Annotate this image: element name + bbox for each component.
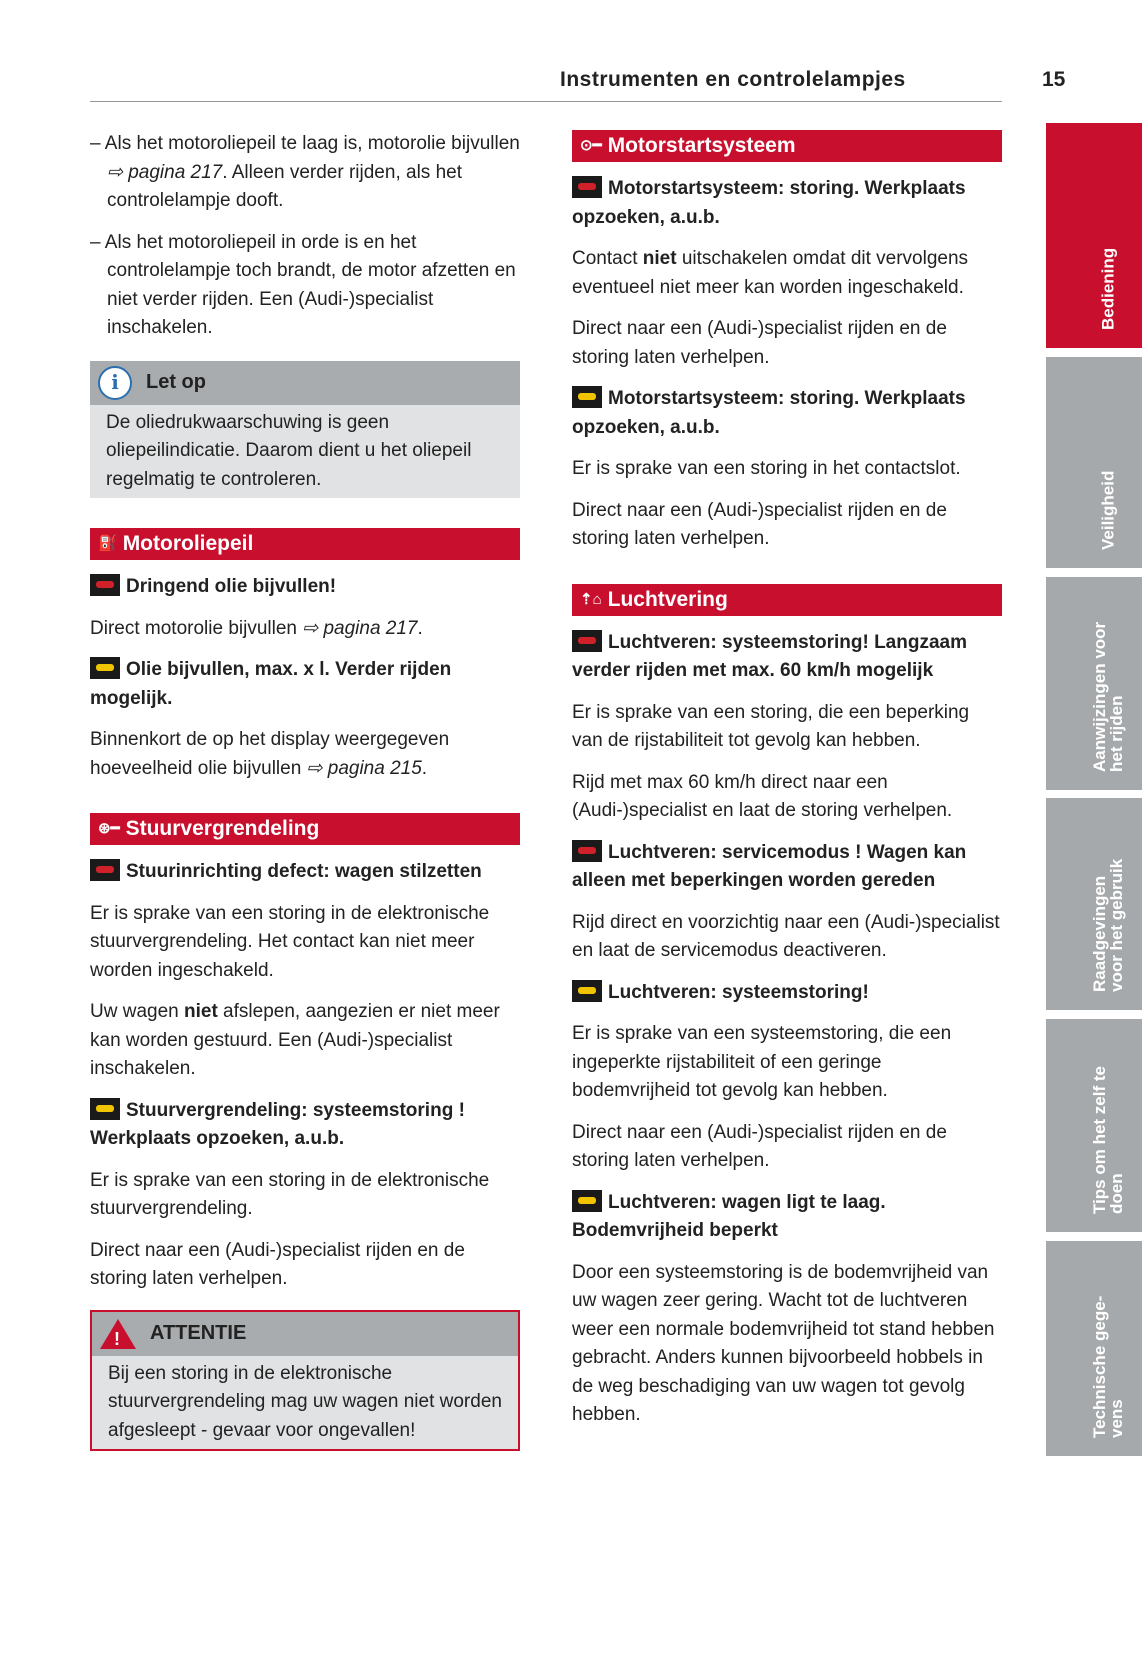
section-header xyxy=(572,584,1002,616)
text: – Als het motoroliepeil te laag is, motorolie bijvullen xyxy=(90,133,520,154)
header-divider xyxy=(90,101,1002,102)
warning-heading xyxy=(90,858,520,887)
section-title: Motoroliepeil xyxy=(122,532,254,555)
paragraph xyxy=(90,615,520,644)
box-body xyxy=(90,405,520,499)
text: Bij een storing in de elektronische stuurvergrendeling mag uw wagen niet worden afgesleept - gevaar voor ongevallen! xyxy=(108,1362,502,1441)
air-suspension-yellow-icon xyxy=(572,980,602,1002)
text: Er is sprake van een storing in de elektronische stuurvergrendeling. Het contact kan niet meer worden ingeschakeld. xyxy=(90,902,490,981)
section-title: Luchtvering xyxy=(607,587,728,611)
air-suspension-icon: ⇡⌂ xyxy=(580,590,602,608)
page-link[interactable]: ⇨ pagina 215 xyxy=(306,757,422,779)
text: Luchtveren: servicemodus ! Wagen kan alleen met beperkingen worden gereden xyxy=(572,841,967,891)
tab-veiligheid[interactable] xyxy=(1046,357,1142,568)
page-number: 15 xyxy=(1042,68,1066,91)
paragraph xyxy=(572,699,1002,756)
warning-heading xyxy=(572,979,1002,1008)
box-header xyxy=(90,361,520,405)
paragraph xyxy=(90,726,520,783)
box-header xyxy=(92,1312,518,1356)
box-title: Let op xyxy=(146,371,206,394)
text: Rijd direct en voorzichtig naar een (Audi-)specialist en laat de servicemodus deactiveren. xyxy=(572,911,1000,961)
text: Luchtveren: wagen ligt te laag. Bodemvrijheid beperkt xyxy=(572,1191,886,1241)
engine-start-red-icon xyxy=(572,176,602,198)
warning-heading xyxy=(572,175,1002,232)
text: Er is sprake van een systeemstoring, die een ingeperkte rijstabiliteit of een geringe bodemvrijheid tot gevolg kan hebben. xyxy=(572,1023,952,1101)
paragraph xyxy=(572,769,1002,826)
tab-label: Technische gege- vens xyxy=(1090,1295,1126,1438)
text: afslepen, aangezien er niet meer kan worden gestuurd. Een (Audi-)specialist inschakelen. xyxy=(90,1001,500,1079)
section-header xyxy=(90,528,520,560)
text: Door een systeemstoring is de bodemvrijheid van uw wagen zeer gering. Wacht tot de luchtveren weer een normale bodemvrijheid tot stand hebben gebracht. Anders kunnen bijvoorbeeld hobbels in de weg beschadiging van uw wagen tot gevolg hebben. xyxy=(572,1261,995,1425)
paragraph xyxy=(572,909,1002,966)
warning-triangle-icon: ! xyxy=(100,1319,136,1349)
text: Rijd met max 60 km/h direct naar een (Audi-)specialist en laat de storing verhelpen. xyxy=(572,771,953,821)
text: Stuurvergrendeling: systeemstoring ! Werkplaats opzoeken, a.u.b. xyxy=(90,1099,465,1149)
text: Motorstartsysteem: storing. Werkplaats opzoeken, a.u.b. xyxy=(572,388,966,438)
warning-heading xyxy=(572,1189,1002,1246)
tab-bediening[interactable] xyxy=(1046,123,1142,348)
warning-heading xyxy=(90,573,520,602)
list-item xyxy=(90,130,520,216)
paragraph xyxy=(572,1119,1002,1176)
left-column xyxy=(90,130,520,1451)
oil-warning-red-icon xyxy=(90,574,120,596)
air-suspension-red-icon xyxy=(572,840,602,862)
text: uitschakelen omdat dit vervolgens eventueel niet meer kan worden ingeschakeld. xyxy=(572,248,969,298)
warning-heading xyxy=(572,839,1002,896)
tab-aanwijzingen[interactable] xyxy=(1046,577,1142,790)
info-icon: i xyxy=(98,366,132,400)
text: . xyxy=(421,757,428,779)
tab-technische[interactable] xyxy=(1046,1241,1142,1456)
paragraph xyxy=(90,1237,520,1294)
box-body xyxy=(92,1356,518,1450)
text: Er is sprake van een storing in het contactslot. xyxy=(572,458,961,479)
text: Uw wagen xyxy=(90,1001,184,1022)
paragraph xyxy=(572,315,1002,372)
note-box xyxy=(90,361,520,499)
text: Direct naar een (Audi-)specialist rijden en de storing laten verhelpen. xyxy=(572,1121,947,1171)
page-link[interactable]: ⇨ pagina 217 xyxy=(302,617,418,639)
box-title: ATTENTIE xyxy=(150,1322,247,1345)
section-title: Stuurvergrendeling xyxy=(125,817,320,840)
text: Motorstartsysteem: storing. Werkplaats opzoeken, a.u.b. xyxy=(572,178,966,228)
text: Stuurinrichting defect: wagen stilzetten xyxy=(126,861,482,882)
text: Er is sprake van een storing, die een beperking van de rijstabiliteit tot gevolg kan hebben. xyxy=(572,701,970,751)
warning-heading xyxy=(90,656,520,713)
air-suspension-red-icon xyxy=(572,630,602,652)
text: Luchtveren: systeemstoring! Langzaam verder rijden met max. 60 km/h mogelijk xyxy=(572,631,967,681)
steering-lock-icon: ⊛━ xyxy=(98,820,120,837)
paragraph xyxy=(90,900,520,986)
emphasis: niet xyxy=(184,1001,218,1022)
engine-start-yellow-icon xyxy=(572,386,602,408)
oil-warning-yellow-icon xyxy=(90,657,120,679)
warning-heading xyxy=(90,1097,520,1154)
paragraph xyxy=(572,455,1002,484)
section-header xyxy=(572,130,1002,162)
oil-can-icon: ⛽ xyxy=(98,535,117,552)
tab-label: Aanwijzingen voor het rijden xyxy=(1090,621,1126,772)
paragraph xyxy=(90,998,520,1084)
paragraph xyxy=(572,497,1002,554)
right-column xyxy=(572,130,1002,1443)
emphasis: niet xyxy=(642,248,677,269)
paragraph xyxy=(572,245,1002,302)
steering-lock-yellow-icon xyxy=(90,1098,120,1120)
engine-start-icon: ⊙━ xyxy=(580,137,602,154)
tab-tips[interactable] xyxy=(1046,1019,1142,1232)
paragraph xyxy=(90,1167,520,1224)
warning-box xyxy=(90,1310,520,1452)
text: Direct naar een (Audi-)specialist rijden en de storing laten verhelpen. xyxy=(572,318,947,368)
paragraph xyxy=(572,1020,1002,1106)
list-item xyxy=(90,229,520,343)
air-suspension-yellow-icon xyxy=(572,1190,602,1212)
paragraph xyxy=(572,1259,1002,1430)
text: Luchtveren: systeemstoring! xyxy=(608,981,869,1003)
tab-label: Bediening xyxy=(1098,247,1118,330)
tab-raadgevingen[interactable] xyxy=(1046,798,1142,1010)
tab-label: Veiligheid xyxy=(1098,470,1118,550)
tab-label: Raadgevingen voor het gebruik xyxy=(1090,858,1126,992)
text: – Als het motoroliepeil in orde is en het controlelampje toch brandt, de motor afzetten en niet verder rijden. Een (Audi-)specialist inschakelen. xyxy=(90,231,516,338)
text: Er is sprake van een storing in de elektronische stuurvergrendeling. xyxy=(90,1169,490,1219)
steering-lock-red-icon xyxy=(90,859,120,881)
text: Olie bijvullen, max. x l. Verder rijden mogelijk. xyxy=(90,659,452,709)
text: Contact xyxy=(572,248,643,269)
text: De oliedrukwaarschuwing is geen oliepeilindicatie. Daarom dient u het oliepeil regelmatig te controleren. xyxy=(106,411,472,490)
page-link[interactable]: ⇨ pagina 217 xyxy=(107,161,223,183)
chapter-title: Instrumenten en controlelampjes xyxy=(560,68,906,91)
section-header xyxy=(90,813,520,845)
section-title: Motorstartsysteem xyxy=(607,134,796,157)
text: Dringend olie bijvullen! xyxy=(126,576,337,597)
warning-heading xyxy=(572,385,1002,442)
warning-heading xyxy=(572,629,1002,686)
tab-label: Tips om het zelf te doen xyxy=(1090,1066,1126,1214)
text: . Alleen verder rijden, als het controlelampje dooft. xyxy=(107,161,462,211)
text: Direct naar een (Audi-)specialist rijden en de storing laten verhelpen. xyxy=(572,499,947,549)
text: Binnenkort de op het display weergegeven hoeveelheid olie bijvullen xyxy=(90,729,450,779)
text: Direct naar een (Audi-)specialist rijden en de storing laten verhelpen. xyxy=(90,1239,465,1289)
text: . xyxy=(417,617,423,639)
text: Direct motorolie bijvullen xyxy=(90,617,303,639)
